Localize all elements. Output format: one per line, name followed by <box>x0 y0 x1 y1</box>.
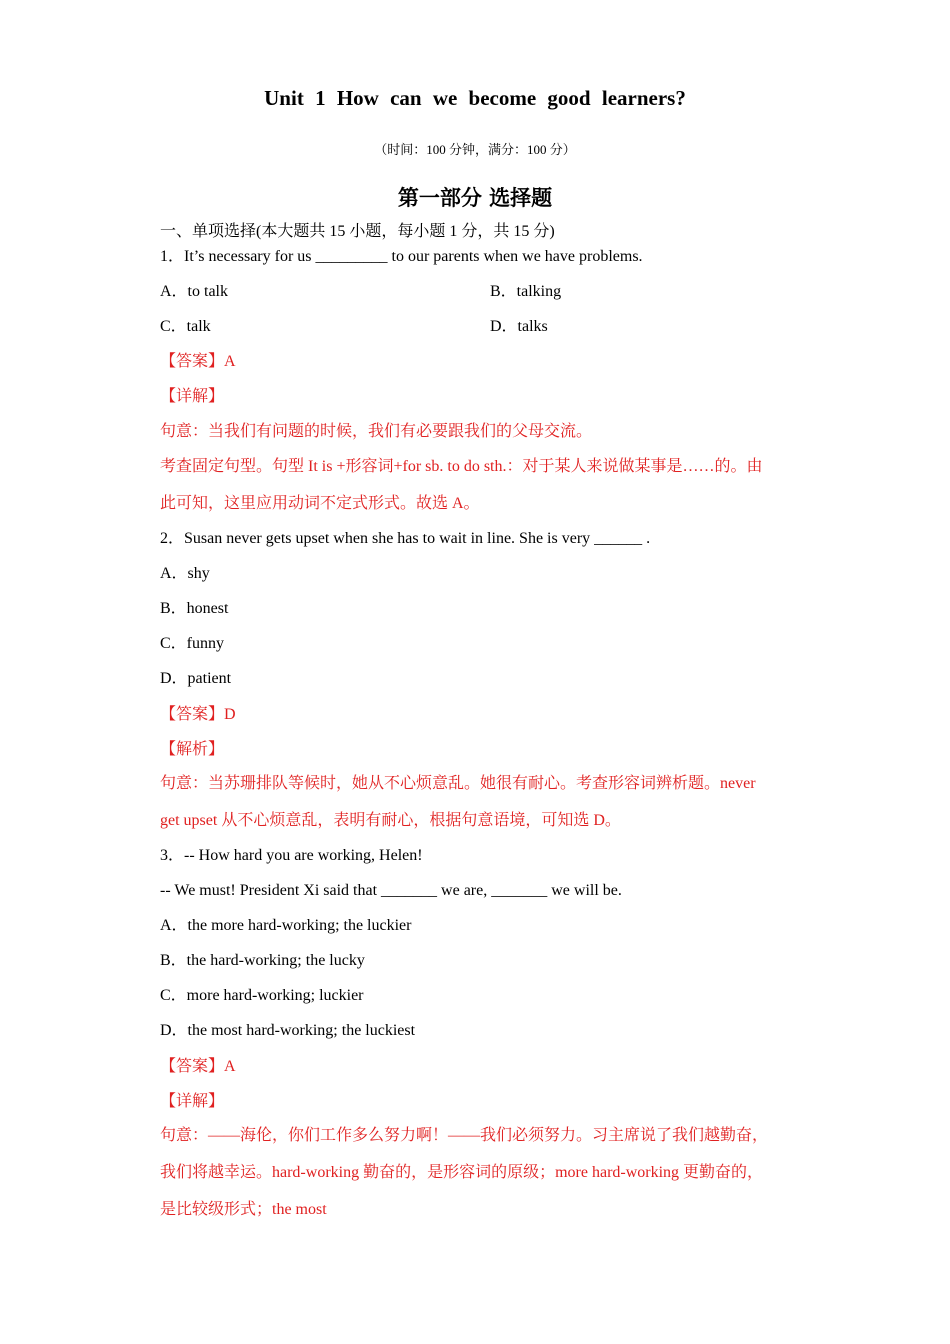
question-2-answer: 【答案】D <box>160 706 236 723</box>
section-heading: 第一部分 选择题 <box>397 186 553 210</box>
question-2-option-c: C．funny <box>160 635 225 652</box>
question-3-option-a: A．the more hard-working; the luckier <box>160 917 412 934</box>
instruction-text: 一、单项选择(本大题共 15 小题，每小题 1 分，共 15 分) <box>160 223 555 240</box>
document-title: Unit 1 How can we become good learners? <box>264 86 686 110</box>
question-3-explain-label: 【详解】 <box>160 1093 225 1110</box>
question-1-option-a: A．to talk <box>160 283 228 300</box>
question-1-explanation-line: 句意：当我们有问题的时候，我们有必要跟我们的父母交流。 <box>160 423 593 440</box>
question-1-explain-label: 【详解】 <box>160 388 225 405</box>
question-3-explanation-line: 我们将越幸运。hard-working 勤奋的，是形容词的原级；more hard-working 更勤奋的， <box>160 1164 764 1181</box>
question-3-option-b: B．the hard-working; the lucky <box>160 952 365 969</box>
question-1-option-b: B．talking <box>490 283 562 300</box>
question-3-option-c: C．more hard-working; luckier <box>160 987 364 1004</box>
question-1-option-d: D．talks <box>490 318 548 335</box>
question-3-stem: 3．-- How hard you are working, Helen! <box>160 847 423 864</box>
question-3-answer: 【答案】A <box>160 1058 236 1075</box>
question-1-option-c: C．talk <box>160 318 211 335</box>
question-3-stem-reply: -- We must! President Xi said that _______ we are, _______ we will be. <box>160 882 622 899</box>
question-1-explanation-line: 此可知，这里应用动词不定式形式。故选 A。 <box>160 495 480 512</box>
question-3-explanation-line: 是比较级形式；the most <box>160 1201 327 1218</box>
question-2-option-d: D．patient <box>160 670 232 687</box>
question-3-explanation-line: 句意：——海伦，你们工作多么努力啊！——我们必须努力。习主席说了我们越勤奋， <box>160 1127 769 1144</box>
exam-info: （时间：100 分钟，满分：100 分） <box>374 142 576 157</box>
question-2-explanation-line: get upset 从不心烦意乱，表明有耐心，根据句意语境，可知选 D。 <box>160 812 621 829</box>
question-1-explanation-line: 考查固定句型。句型 It is +形容词+for sb. to do sth.：对于某人来说做某事是……的。由 <box>160 458 763 475</box>
question-1-stem: 1．It’s necessary for us _________ to our parents when we have problems. <box>160 248 643 265</box>
question-2-explanation-line: 句意：当苏珊排队等候时，她从不心烦意乱。她很有耐心。考查形容词辨析题。never <box>160 775 756 792</box>
question-3-option-d: D．the most hard-working; the luckiest <box>160 1022 416 1039</box>
question-2-explain-label: 【解析】 <box>160 741 225 758</box>
question-2-option-a: A．shy <box>160 565 210 582</box>
question-2-option-b: B．honest <box>160 600 229 617</box>
question-2-stem: 2．Susan never gets upset when she has to wait in line. She is very ______ . <box>160 530 651 547</box>
question-1-answer: 【答案】A <box>160 353 236 370</box>
